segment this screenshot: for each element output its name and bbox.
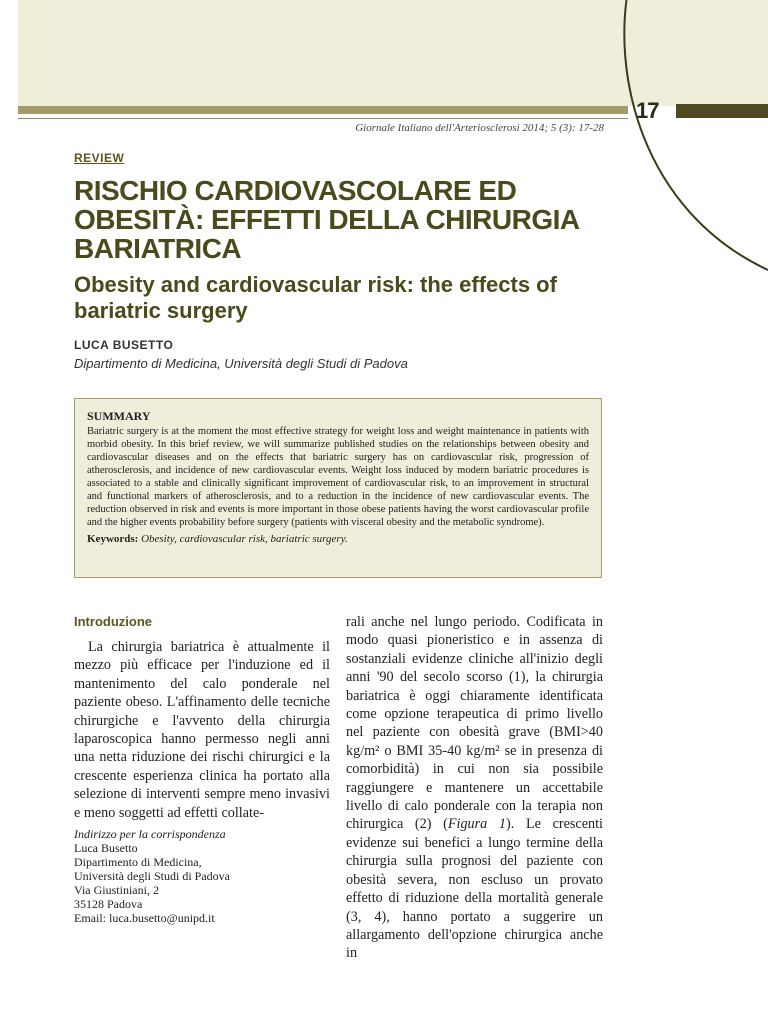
correspondence-email: Email: luca.busetto@unipd.it <box>74 911 215 925</box>
header-rule-thin <box>18 118 628 119</box>
left-column <box>74 614 330 822</box>
correspondence-line: Luca Busetto <box>74 841 138 855</box>
header-rule <box>18 106 628 114</box>
article-title: RISCHIO CARDIOVASCOLARE ED OBESITÀ: EFFETTI DELLA CHIRURGIA BARIATRICA <box>74 175 579 264</box>
article-subtitle: Obesity and cardiovascular risk: the effects of bariatric surgery <box>74 272 557 323</box>
summary-text: Bariatric surgery is at the moment the most effective strategy for weight loss and weight maintenance in patients with morbid obesity. In this brief review, we will summarize published studies on the relationships between obesity and cardiovascular diseases and on the effects that bariatric surgery has on cardiovascular risk, progression of atherosclerosis, and incidence of new cardiovascular events. Weight loss induced by modern bariatric procedures is associated to a stable and clinically significant improvement of cardiovascular risk, to an improvement in structural and functional markers of atherosclerosis, and to a reduction in the incidence of new cardiovascular events. The reduction observed in risk and events is more important in those obese patients having the worst cardiovascular profile and the higher events probability before surgery (patients with visceral obesity and the metabolic syndrome). <box>87 426 589 528</box>
journal-citation: Giornale Italiano dell'Arteriosclerosi 2014; 5 (3): 17-28 <box>355 122 604 134</box>
intro-paragraph-right <box>346 613 603 963</box>
author-name: LUCA BUSETTO <box>74 338 174 352</box>
correspondence-line: Università degli Studi di Padova <box>74 869 230 883</box>
author-affiliation: Dipartimento di Medicina, Università degli Studi di Padova <box>74 356 408 371</box>
correspondence-title: Indirizzo per la corrispondenza <box>74 827 226 841</box>
summary-heading: SUMMARY <box>87 409 151 423</box>
section-label: REVIEW <box>74 151 125 165</box>
keywords-value: Obesity, cardiovascular risk, bariatric surgery. <box>141 533 348 545</box>
intro-paragraph-right-part2: ). Le crescenti evidenze sui benefici a lungo termine della chirurgia sulla prognosi del paziente con obesità severa, non escluso un provato effetto di riduzione della mortalità generale (3, 4), hanno portato a suggerire un allargamento dell'opzione chirurgica anche in <box>346 816 603 962</box>
keywords <box>87 533 589 545</box>
correspondence <box>74 827 330 925</box>
decorative-arc <box>600 0 768 280</box>
intro-paragraph-left: La chirurgia bariatrica è attualmente il mezzo più efficace per l'induzione ed il mantenimento del calo ponderale nel paziente obeso. L'affinamento delle tecniche chirurgiche e l'avvento della chirurgia laparoscopica hanno permesso negli anni una netta riduzione dei rischi chirurgici e la crescente esperienza clinica ha portato alla selezione di interventi sempre meno invasivi e meno soggetti ad effetti collate- <box>74 639 330 821</box>
figure-reference: Figura 1 <box>447 816 507 833</box>
summary-box <box>74 398 602 578</box>
page-number: 17 <box>636 98 659 123</box>
correspondence-line: Via Giustiniani, 2 <box>74 883 159 897</box>
correspondence-line: 35128 Padova <box>74 897 143 911</box>
intro-paragraph-right-part1: rali anche nel lungo periodo. Codificata in modo quasi pioneristico e in assenza di sostanziali evidenze cliniche all'inizio degli anni '90 del secolo scorso (1), la chirurgia bariatrica è oggi chiaramente identificata come opzione terapeutica di primo livello nel paziente con obesità grave (BMI>40 kg/m² o BMI 35-40 kg/m² se in presenza di comorbidità) in cui non sia possibile raggiungere e mantenere un accettabile livello di calo ponderale con la terapia non chirurgica (2) ( <box>346 614 603 833</box>
right-column <box>346 613 603 963</box>
correspondence-line: Dipartimento di Medicina, <box>74 855 202 869</box>
intro-heading: Introduzione <box>74 614 152 629</box>
header-right-bar <box>676 104 768 118</box>
keywords-label: Keywords: <box>87 533 139 545</box>
